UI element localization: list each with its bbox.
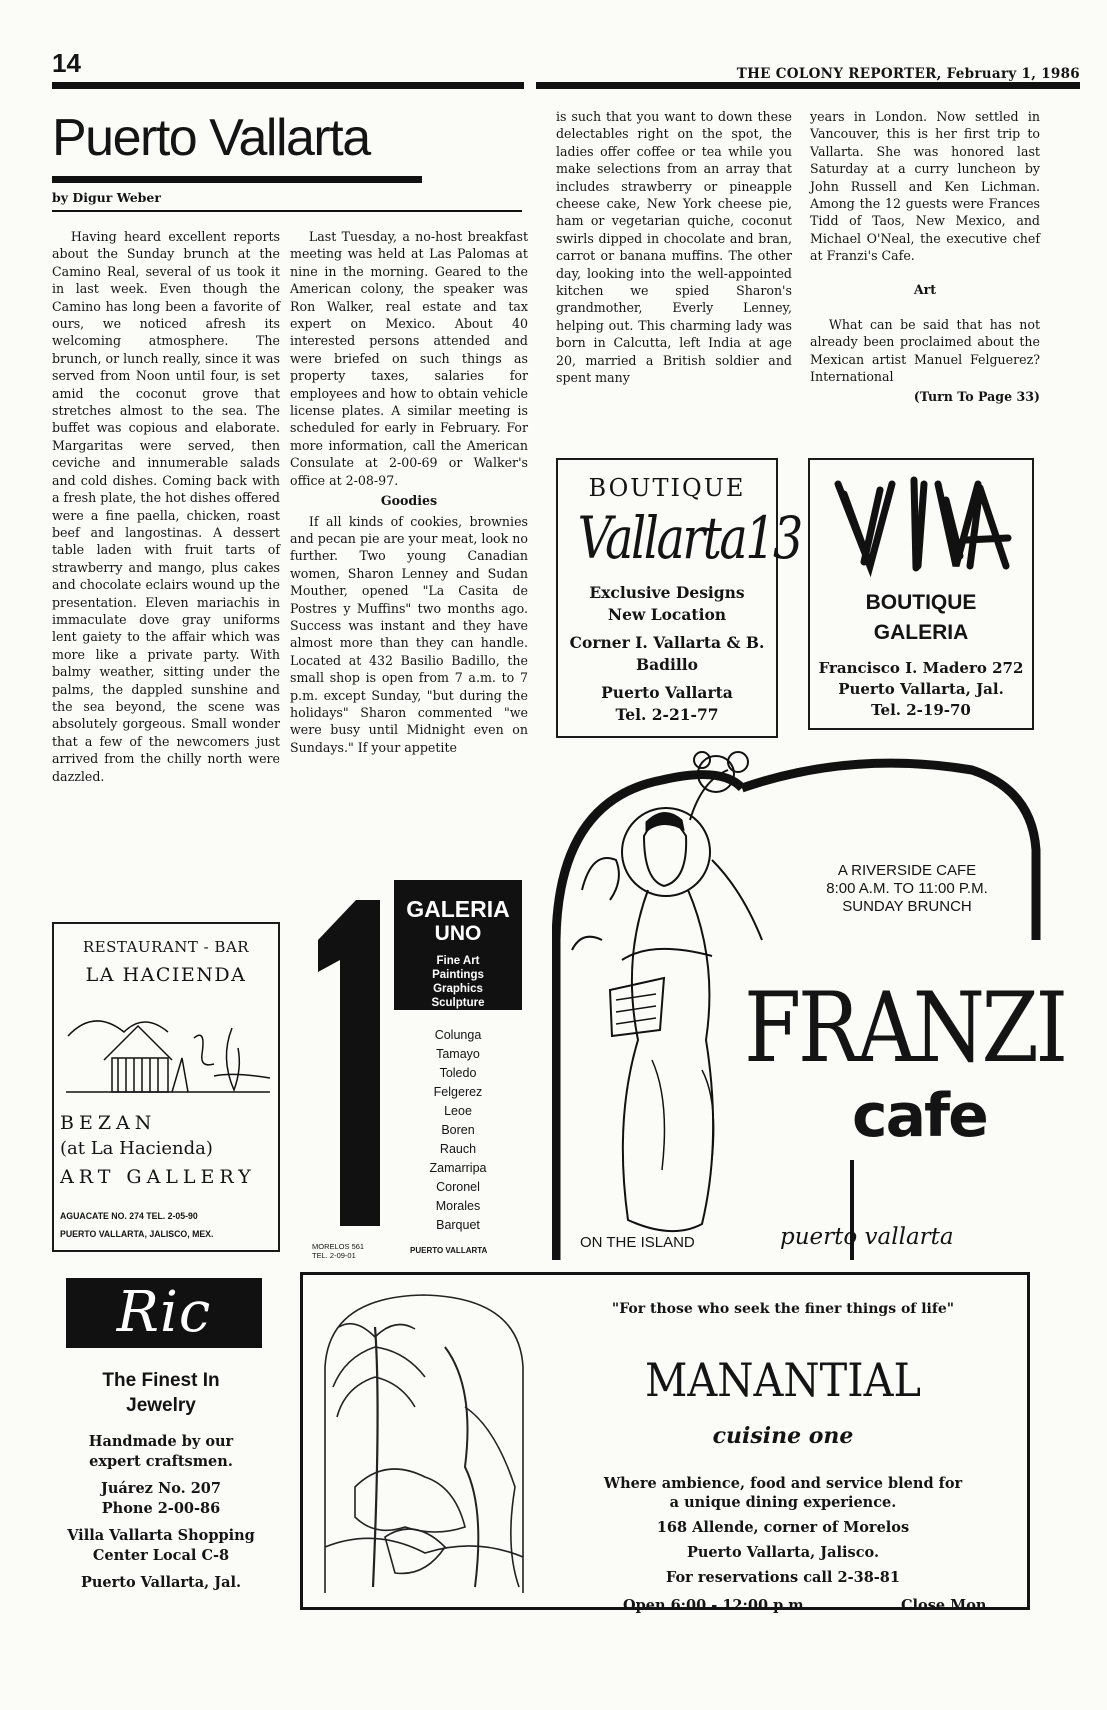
ad-title: LA HACIENDA — [85, 964, 247, 986]
article-column-1 — [52, 228, 280, 785]
ad-line: MORELOS 561 — [312, 1242, 365, 1251]
ad-boutique-vallarta13 — [556, 458, 801, 738]
ad-services — [394, 954, 522, 1010]
ad-line: Fine Art — [436, 955, 480, 967]
artist-name: Tamayo — [436, 1047, 480, 1061]
ad-line: Juárez No. 207 — [101, 1480, 221, 1497]
ad-details — [558, 582, 776, 726]
cafe-city: puerto vallarta — [780, 1224, 954, 1250]
artist-name: Colunga — [434, 1028, 482, 1042]
ad-line: Jewelry — [126, 1395, 196, 1416]
ad-line: Center Local C-8 — [92, 1546, 230, 1564]
artist-name: Zamarripa — [429, 1161, 487, 1175]
cafe-location: ON THE ISLAND — [580, 1234, 695, 1251]
ad-title: BOUTIQUE — [588, 474, 746, 502]
ad-tagline — [52, 1368, 270, 1418]
artist-name: Morales — [435, 1199, 481, 1213]
ad-line: Tel. 2-21-77 — [615, 705, 719, 724]
ad-city: PUERTO VALLARTA — [410, 1246, 488, 1255]
ad-line: Badillo — [636, 655, 698, 674]
ad-line: Paintings — [432, 969, 484, 981]
ad-details — [810, 588, 1032, 721]
ad-title: RESTAURANT - BAR — [82, 938, 250, 956]
ad-details — [553, 1471, 1013, 1590]
byline-rule — [52, 210, 522, 212]
artist-name: Leoe — [444, 1104, 472, 1118]
cafe-word: cafe — [852, 1081, 987, 1151]
subhead-art: Art — [913, 281, 937, 297]
ad-line: Puerto Vallarta, Jalisco. — [686, 1544, 879, 1561]
ad-line: AGUACATE NO. 274 TEL. 2-05-90 — [60, 1211, 198, 1222]
viva-logo-art — [830, 470, 1016, 580]
turn-to-page: (Turn To Page 33) — [913, 388, 1040, 404]
ad-line: Where ambience, food and service blend for — [603, 1475, 963, 1492]
artist-name: Coronel — [436, 1180, 480, 1194]
ad-line: 8:00 A.M. TO 11:00 P.M. — [826, 880, 988, 897]
ric-logo: Ric — [66, 1278, 262, 1348]
article-column-4 — [810, 108, 1040, 405]
masthead: THE COLONY REPORTER, February 1, 1986 — [736, 66, 1080, 82]
manantial-illustration — [315, 1287, 533, 1593]
ad-line: expert craftsmen. — [89, 1452, 233, 1470]
ad-line: Handmade by our — [88, 1433, 234, 1450]
gallery-header-box — [394, 880, 522, 1010]
ad-gallery-location: (at La Hacienda) — [60, 1138, 213, 1159]
opening-hours: Open 6:00 - 12:00 p.m. — [623, 1597, 809, 1614]
ad-viva-boutique — [808, 458, 1034, 730]
ad-ric-jewelry — [52, 1272, 270, 1608]
numeral-one-graphic — [312, 900, 384, 1226]
ad-line: Exclusive Designs — [589, 583, 745, 602]
ad-line: A RIVERSIDE CAFE — [837, 862, 977, 879]
ad-line: New Location — [607, 605, 727, 624]
article-byline: by Digur Weber — [52, 190, 161, 205]
ad-address — [60, 1208, 213, 1244]
ad-title: UNO — [434, 922, 482, 945]
artist-name: Barquet — [436, 1218, 480, 1232]
ad-line: a unique dining experience. — [669, 1494, 897, 1511]
ad-line: Puerto Vallarta, Jal. — [838, 680, 1004, 698]
ad-line: Sculpture — [431, 997, 485, 1009]
ad-line: The Finest In — [102, 1370, 220, 1391]
ad-line: Francisco I. Madero 272 — [818, 659, 1024, 677]
ad-logo-script: Vallarta13 — [577, 504, 801, 572]
ad-manantial — [300, 1272, 1030, 1614]
artist-name: Toledo — [439, 1066, 477, 1080]
paragraph: is such that you want to down these delectables right on the spot, the ladies offer coffee or tea while you make selections from an array that includes strawberry or pineapple cheese cake, New York cheese pie, ham or vegetarian quiche, coconut swirls dipped in chocolate and bran, carrot or banana muffins. The other day, looking into the well-appointed kitchen we spied Sharon's grandmother, Everly Lenney, helping out. This charming lady was born in Calcutta, left India at age 20, married a British soldier and spent many — [556, 109, 792, 386]
cafe-hours — [792, 862, 1022, 916]
paragraph: What can be said that has not already been proclaimed about the Mexican artist Manuel Felguerez? International — [810, 317, 1040, 385]
ad-line: Graphics — [433, 983, 483, 995]
ad-details — [52, 1432, 270, 1593]
ad-line: 168 Allende, corner of Morelos — [656, 1519, 910, 1536]
hacienda-sketch — [64, 998, 272, 1098]
ad-line: TEL. 2-09-01 — [312, 1251, 356, 1260]
artist-name: Rauch — [439, 1142, 477, 1156]
restaurant-name: MANANTIAL — [644, 1353, 921, 1407]
artist-name: Felgerez — [433, 1085, 483, 1099]
subhead-goodies: Goodies — [380, 493, 438, 509]
article-column-3 — [556, 108, 792, 387]
header-rule-left — [52, 82, 524, 89]
paragraph: Having heard excellent reports about the Sunday brunch at the Camino Real, several of us took it in last week. Even though the Camino has long been a favorite of ours, we noticed afresh its welcoming atmosphere. The brunch, or lunch really, since it was served from Noon until four, is set amid the coconut grove that stretches almost to the sea. The buffet was copious and elaborate. Margaritas were served, then ceviche and innumerable salads and cold dishes. Coming back with a fresh plate, the hot dishes offered were a fine paella, chicken, roast beef and langostinas. A dessert table laden with fruit tarts of strawberry and mango, plus cakes and chocolate eclairs wound up the presentation. Eleven mariachis in immaculate dove gray uniforms lent gaiety to the affair which was more like a private party. With balmy weather, sitting under the palms, the dappled sunshine and the sea beyond, the scene was absolutely gorgeous. Small wonder that a few of the newcomers just arrived from the chilly north were dazzled. — [52, 229, 280, 784]
header-rule-right — [536, 82, 1080, 89]
ad-line: SUNDAY BRUNCH — [842, 898, 972, 915]
paragraph: If all kinds of cookies, brownies and pecan pie are your meat, look no further. Two young Canadian women, Sharon Lenney and Sudan Mouther, opened "La Casita de Postres y Muffins" two months ago. Success was instant and they have almost more than they can handle. Located at 432 Basilio Badillo, the small shop is open from 7 a.m. to 7 p.m. except Sunday, "but during the holidays" Sharon commented "we were busy until Midnight even on Sundays." If your appetite — [290, 513, 528, 755]
ad-galeria-uno — [312, 880, 526, 1260]
paragraph: Last Tuesday, a no-host breakfast meeting was held at Las Palomas at nine in the morning. Geared to the American colony, the speaker was Ron Walker, real estate and tax expert on Mexico. About 40 interested persons attended and were briefed on such things as property taxes, salaries for employees and how to obtain vehicle license plates. A similar meeting is scheduled for early in February. For more information, call the American Consulate at 2-00-69 or Walker's office at 2-08-97. — [290, 229, 528, 488]
headline-rule — [52, 176, 422, 183]
paragraph: years in London. Now settled in Vancouver, this is her first trip to Vallarta. She was honored last Saturday at a curry luncheon by John Russell and Ken Lichman. Among the 12 guests were Frances Tidd of Taos, New Mexico, and Michael O'Neal, the executive chef at Franzi's Cafe. — [810, 109, 1040, 264]
ad-gallery-title: ART GALLERY — [60, 1166, 256, 1188]
ad-franzi-cafe — [552, 740, 1065, 1260]
artist-name: Boren — [441, 1123, 475, 1137]
article-column-2 — [290, 228, 528, 756]
ad-address — [312, 1242, 364, 1260]
ad-gallery-name: BEZAN — [60, 1112, 157, 1134]
ad-title: GALERIA — [406, 896, 510, 922]
ad-line: PUERTO VALLARTA, JALISCO, MEX. — [60, 1229, 214, 1240]
artist-list — [394, 1026, 522, 1235]
page-number: 14 — [52, 48, 81, 78]
ad-line: Puerto Vallarta — [601, 683, 733, 702]
restaurant-subtitle: cuisine one — [712, 1423, 854, 1449]
ad-line: Corner I. Vallarta & B. — [569, 633, 765, 652]
ad-line: Villa Vallarta Shopping — [67, 1527, 255, 1544]
ad-title: GALERIA — [873, 621, 969, 644]
ad-la-hacienda — [52, 922, 280, 1252]
cafe-name: FRANZI — [744, 972, 1065, 1084]
ad-line: Tel. 2-19-70 — [871, 701, 971, 719]
article-headline: Puerto Vallarta — [52, 109, 370, 167]
closing-day: Close Mon. — [901, 1597, 992, 1614]
restaurant-slogan: "For those who seek the finer things of life" — [611, 1301, 955, 1317]
ad-line: For reservations call 2-38-81 — [666, 1569, 900, 1586]
ad-title: BOUTIQUE — [865, 591, 977, 614]
ad-line: Phone 2-00-86 — [101, 1499, 221, 1517]
ad-line: Puerto Vallarta, Jal. — [80, 1574, 242, 1591]
